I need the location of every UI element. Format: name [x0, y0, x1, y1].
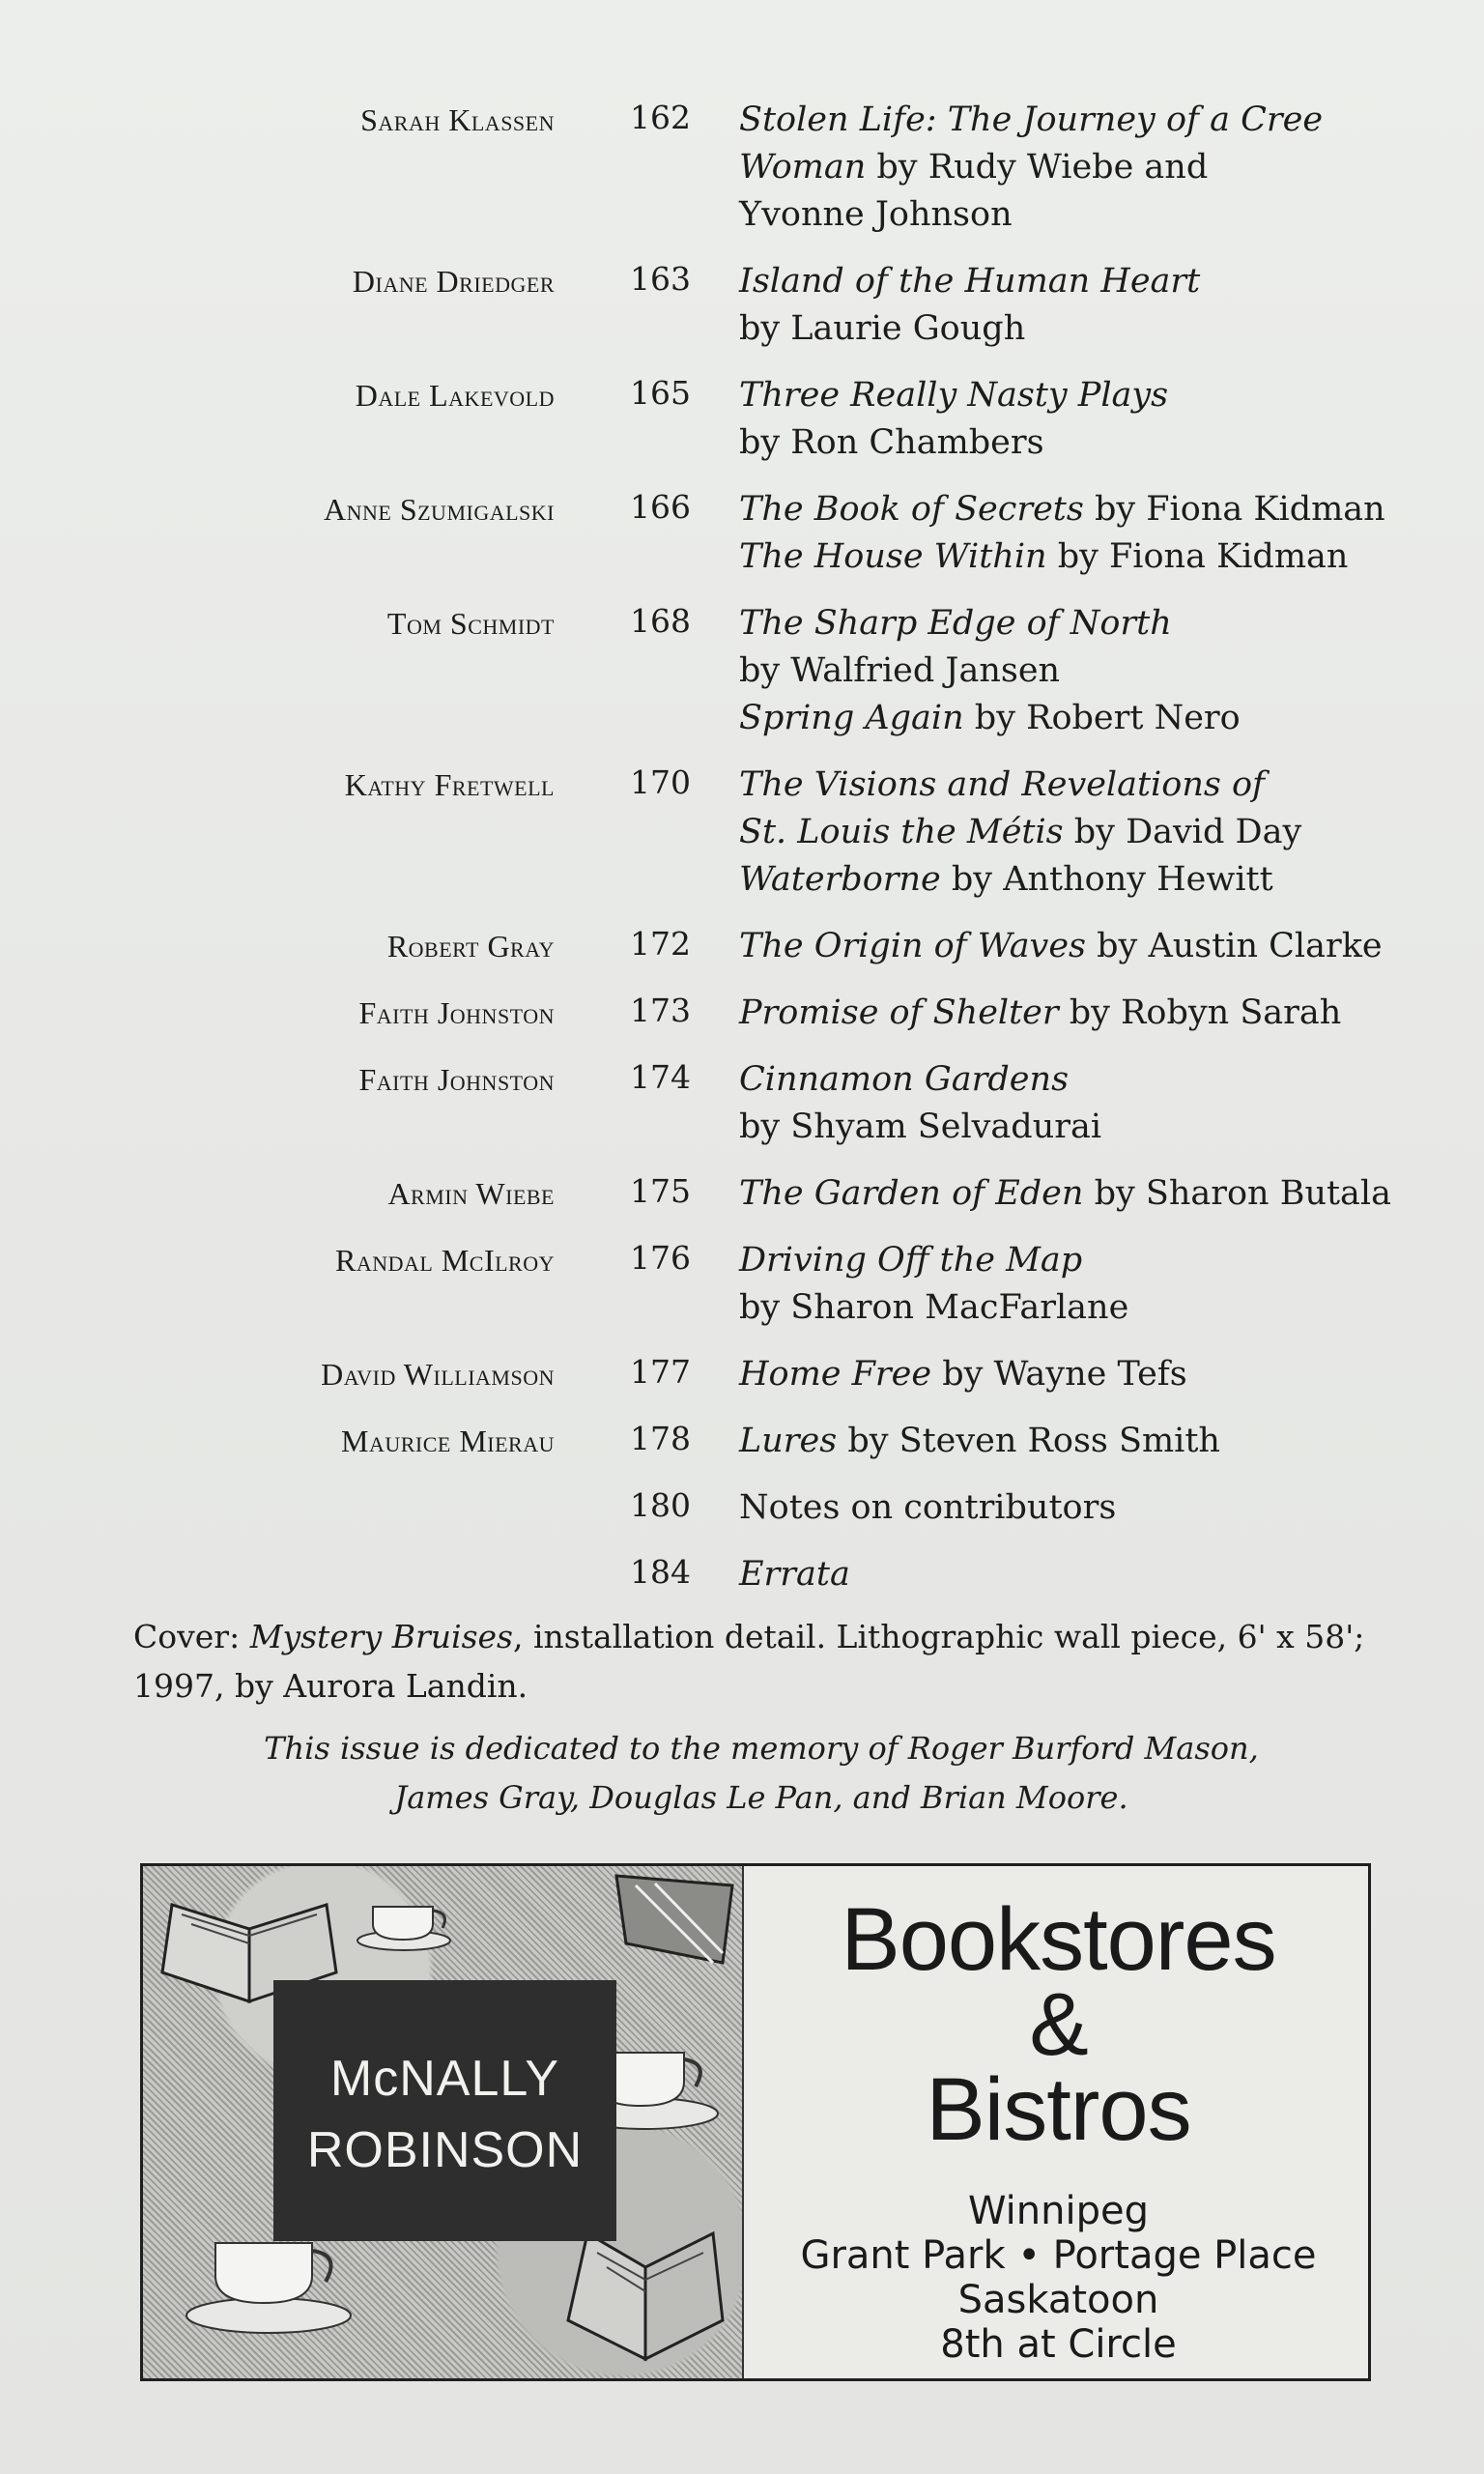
- toc-review-line: [739, 695, 1454, 742]
- review-text: by Sharon Butala: [1083, 1174, 1391, 1213]
- ad-illustration: [143, 1866, 744, 2378]
- book-title: The House Within: [739, 537, 1047, 576]
- toc-review-line: [739, 191, 1454, 239]
- cover-title: Mystery Bruises: [249, 1618, 513, 1655]
- open-book-icon: [607, 1866, 742, 1982]
- toc-review-line: [739, 1056, 1454, 1104]
- toc-page-number: 170: [630, 763, 691, 801]
- toc-review-line: [739, 1104, 1454, 1151]
- toc-review-line: [739, 1170, 1454, 1218]
- book-title: Island of the Human Heart: [739, 262, 1201, 301]
- ad-city-saskatoon: Saskatoon: [957, 2278, 1159, 2322]
- toc-author: Diane Driedger: [352, 264, 555, 299]
- review-text: by Robyn Sarah: [1058, 993, 1342, 1032]
- toc-page-number: 178: [630, 1420, 691, 1457]
- toc-page-number: 176: [630, 1239, 691, 1277]
- ad-headline-bookstores: Bookstores: [841, 1890, 1276, 1989]
- review-text: by Sharon MacFarlane: [739, 1288, 1129, 1327]
- toc-page-number: 177: [630, 1353, 691, 1391]
- review-text: by Steven Ross Smith: [837, 1422, 1220, 1460]
- toc-author: Faith Johnston: [358, 1062, 555, 1097]
- toc-review-title: [739, 1418, 1454, 1465]
- toc-review-line: [739, 1551, 1454, 1598]
- dedication: [133, 1724, 1389, 1823]
- toc-author: Dale Lakevold: [355, 378, 555, 413]
- review-text: Notes on contributors: [739, 1488, 1117, 1527]
- toc-review-line: [739, 419, 1454, 467]
- toc-author: Sarah Klassen: [360, 102, 555, 137]
- toc-page-number: 172: [630, 925, 691, 963]
- book-title: Waterborne: [739, 860, 941, 899]
- review-text: by Walfried Jansen: [739, 651, 1061, 690]
- toc-author: David Williamson: [321, 1357, 555, 1392]
- toc-review-title: [739, 1551, 1454, 1598]
- toc-review-line: [739, 856, 1454, 904]
- toc-review-line: [739, 923, 1454, 970]
- review-text: by Shyam Selvadurai: [739, 1108, 1102, 1146]
- teacup-icon: [356, 1887, 462, 1955]
- book-title: Driving Off the Map: [739, 1241, 1083, 1280]
- toc-review-line: [739, 1351, 1454, 1398]
- toc-page-number: 166: [630, 488, 691, 526]
- review-text: by Wayne Tefs: [931, 1355, 1187, 1394]
- book-title: The Visions and Revelations of: [739, 765, 1265, 804]
- toc-author: Randal McIlroy: [334, 1243, 555, 1278]
- dedication-line-1: This issue is dedicated to the memory of Roger Burford Mason,: [264, 1730, 1259, 1767]
- book-title: Lures: [739, 1422, 838, 1460]
- toc-review-title: [739, 1237, 1454, 1332]
- cover-credit: [133, 1612, 1409, 1711]
- review-text: by Austin Clarke: [1086, 927, 1383, 965]
- toc-review-title: [739, 600, 1454, 742]
- review-text: by Anthony Hewitt: [940, 860, 1273, 899]
- toc-author: Armin Wiebe: [387, 1176, 555, 1211]
- toc-page-number: 168: [630, 602, 691, 640]
- toc-page-number: 173: [630, 992, 691, 1029]
- toc-review-title: [739, 372, 1454, 467]
- toc-author: Maurice Mierau: [340, 1424, 555, 1458]
- review-text: by Rudy Wiebe and: [866, 148, 1209, 187]
- cover-prefix: Cover:: [133, 1618, 250, 1655]
- toc-author: Anne Szumigalski: [324, 492, 555, 527]
- toc-review-line: [739, 533, 1454, 581]
- book-title: Home Free: [739, 1355, 932, 1394]
- ad-city-winnipeg: Winnipeg: [968, 2189, 1149, 2233]
- book-title: Spring Again: [739, 699, 964, 737]
- ad-locations-winnipeg: Grant Park • Portage Place: [800, 2233, 1317, 2278]
- toc-review-title: [739, 258, 1454, 353]
- review-text: by Fiona Kidman: [1046, 537, 1349, 576]
- toc-review-title: [739, 1484, 1454, 1532]
- toc-review-line: [739, 647, 1454, 695]
- toc-page-number: 175: [630, 1172, 691, 1210]
- cover-date-artist: 1997, by Aurora Landin.: [133, 1667, 528, 1705]
- dedication-line-2: James Gray, Douglas Le Pan, and Brian Moore.: [394, 1779, 1128, 1816]
- book-title: Cinnamon Gardens: [739, 1060, 1070, 1099]
- book-title: The Book of Secrets: [739, 490, 1084, 529]
- review-text: by Fiona Kidman: [1083, 490, 1385, 529]
- toc-review-line: [739, 809, 1454, 856]
- toc-review-line: [739, 1284, 1454, 1332]
- ad-headline-bistros: Bistros: [926, 2060, 1191, 2159]
- toc-review-title: [739, 97, 1454, 239]
- book-title: Stolen Life: The Journey of a Cree: [739, 101, 1324, 139]
- toc-review-line: [739, 1484, 1454, 1532]
- toc-page-number: 163: [630, 260, 691, 298]
- book-title: St. Louis the Métis: [739, 813, 1064, 851]
- toc-review-title: [739, 990, 1454, 1037]
- toc-page-number: 165: [630, 374, 691, 412]
- toc-review-line: [739, 1237, 1454, 1284]
- toc-review-title: [739, 923, 1454, 970]
- toc-review-line: [739, 990, 1454, 1037]
- cover-description: , installation detail. Lithographic wall piece, 6' x 58';: [513, 1618, 1365, 1655]
- book-title: Woman: [739, 148, 867, 187]
- toc-review-line: [739, 305, 1454, 353]
- book-title: The Sharp Edge of North: [739, 604, 1172, 643]
- toc-page-number: 174: [630, 1058, 691, 1096]
- ad-headline-ampersand: &: [1029, 1975, 1088, 2074]
- toc-review-title: [739, 1170, 1454, 1218]
- review-text: by Laurie Gough: [739, 309, 1026, 348]
- logo-line-2: ROBINSON: [306, 2122, 584, 2178]
- ad-copy: [747, 1866, 1370, 2378]
- ad-locations-saskatoon: 8th at Circle: [940, 2322, 1177, 2367]
- toc-page-number: 184: [630, 1553, 691, 1591]
- toc-review-line: [739, 258, 1454, 305]
- book-title: The Origin of Waves: [739, 927, 1087, 965]
- toc-review-title: [739, 762, 1454, 904]
- toc-author: Tom Schmidt: [386, 606, 555, 641]
- bookstore-advertisement: [140, 1863, 1371, 2381]
- toc-review-line: [739, 1418, 1454, 1465]
- toc-review-line: [739, 97, 1454, 144]
- toc-review-line: [739, 486, 1454, 533]
- toc-review-title: [739, 486, 1454, 581]
- mcnally-robinson-logo: [273, 1980, 616, 2241]
- toc-page-number: 162: [630, 99, 691, 136]
- book-title: The Garden of Eden: [739, 1174, 1084, 1213]
- toc-review-line: [739, 372, 1454, 419]
- toc-author: Faith Johnston: [358, 995, 555, 1030]
- toc-review-title: [739, 1351, 1454, 1398]
- book-title: Promise of Shelter: [739, 993, 1059, 1032]
- book-title: Three Really Nasty Plays: [739, 376, 1169, 415]
- toc-review-line: [739, 762, 1454, 809]
- logo-line-1: McNALLY: [329, 2051, 560, 2107]
- toc-review-line: [739, 144, 1454, 191]
- review-text: Yvonne Johnson: [739, 195, 1013, 234]
- toc-page-number: 180: [630, 1486, 691, 1524]
- toc-author: Robert Gray: [386, 929, 555, 964]
- toc-review-line: [739, 600, 1454, 647]
- review-text: by David Day: [1063, 813, 1302, 851]
- review-text: by Ron Chambers: [739, 423, 1044, 462]
- toc-review-title: [739, 1056, 1454, 1151]
- review-text: by Robert Nero: [963, 699, 1241, 737]
- toc-author: Kathy Fretwell: [344, 767, 555, 802]
- book-title: Errata: [739, 1555, 850, 1594]
